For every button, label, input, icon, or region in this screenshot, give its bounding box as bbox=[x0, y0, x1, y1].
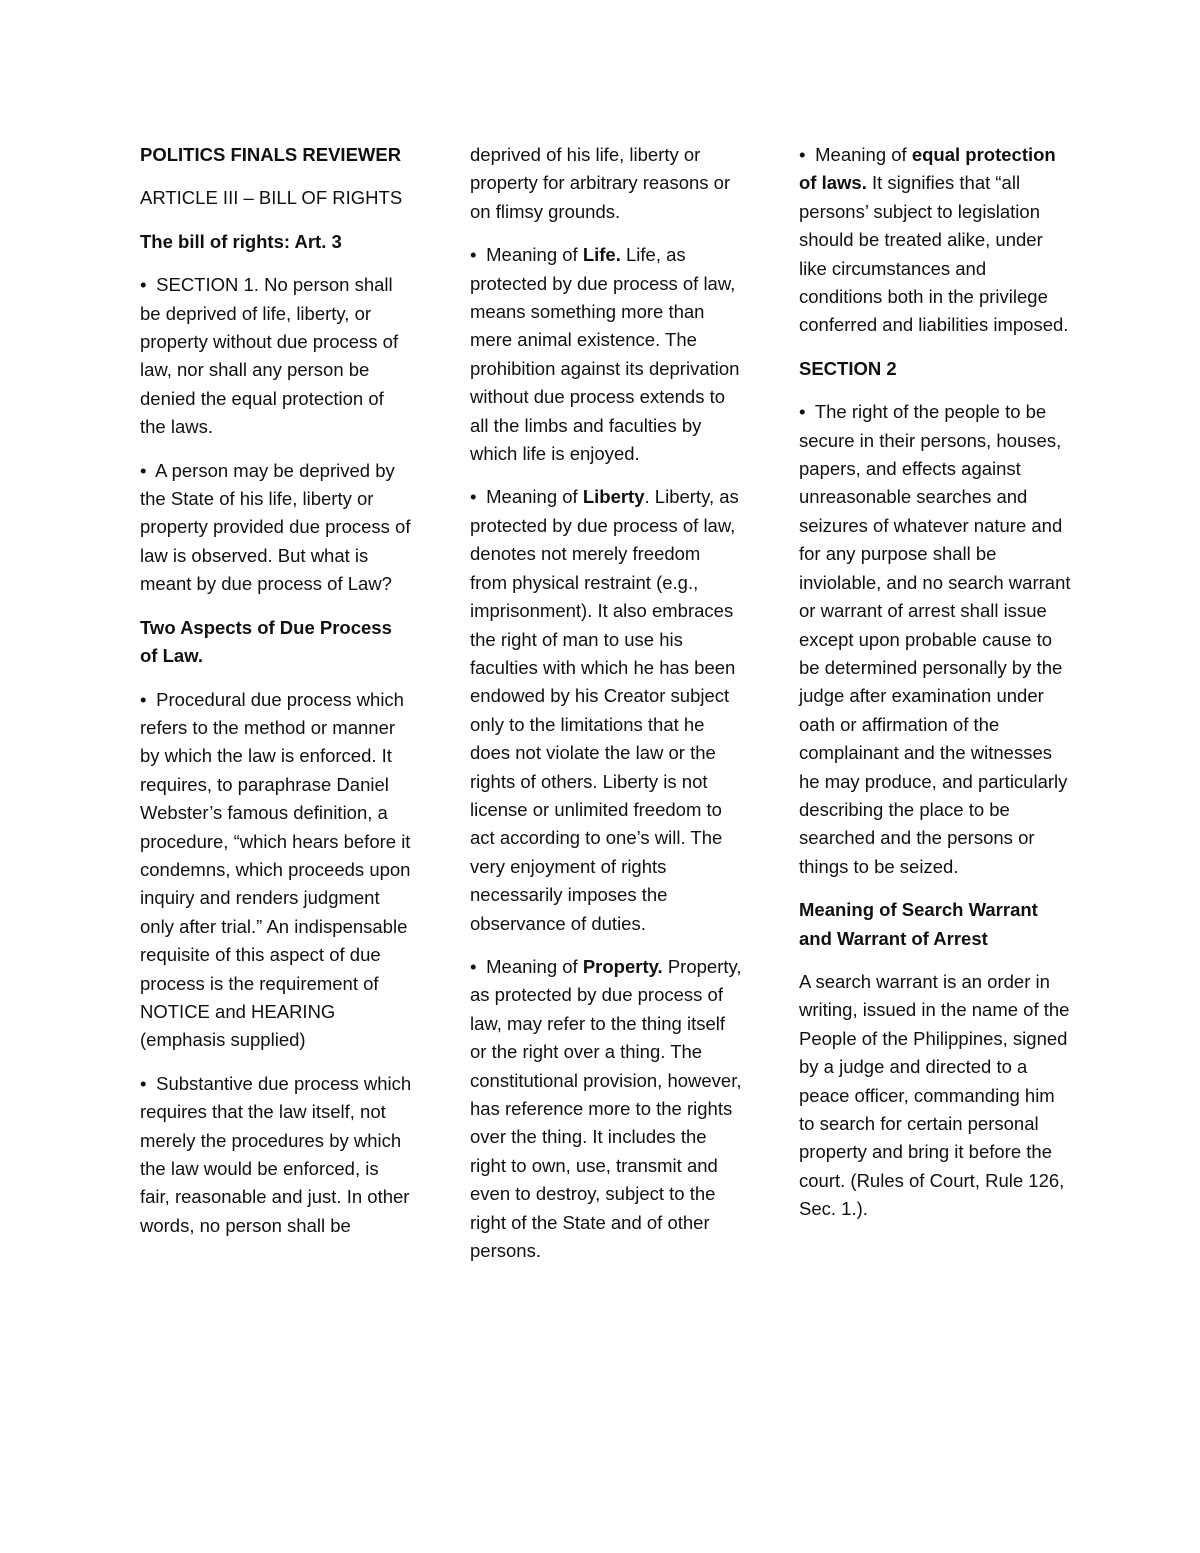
search-warrant-paragraph: A search warrant is an order in writing, issued in the name of the People of the Philippines, signed by a judge and directed to a peace officer, commanding him to search for certain personal property and bring it before the court. (Rules of Court, Rule 126, Sec. 1.). bbox=[799, 970, 1070, 1220]
column-1 bbox=[140, 141, 412, 1255]
substantive-paragraph: • Substantive due process which requires that the law itself, not merely the procedures by which the law would be enforced, is fair, reasonable and just. In other words, no person shall be bbox=[140, 1070, 412, 1240]
continued-paragraph: deprived of his life, liberty or property for arbitrary reasons or on flimsy grounds. bbox=[470, 144, 731, 222]
life-paragraph: • Meaning of Life. Life, as protected by due process of law, means something more than mere animal existence. The prohibition against its deprivation without due process extends to all the limbs and faculties by which life is enjoyed. bbox=[470, 241, 742, 468]
bill-of-rights-heading: The bill of rights: Art. 3 bbox=[140, 230, 342, 252]
bullet-icon: • bbox=[470, 244, 477, 266]
search-warrant-heading: Meaning of Search Warrant and Warrant of Arrest bbox=[799, 899, 1038, 949]
section-1-paragraph: • SECTION 1. No person shall be deprived of life, liberty, or property without due process of law, nor shall any person be denied the equal protection of the laws. bbox=[140, 271, 412, 441]
bullet-icon: • bbox=[470, 955, 477, 977]
document-title: POLITICS FINALS REVIEWER bbox=[140, 144, 402, 165]
bullet-icon: • bbox=[799, 144, 806, 165]
bullet-icon: • bbox=[799, 401, 806, 423]
section-2-heading: SECTION 2 bbox=[799, 357, 897, 379]
bullet-icon: • bbox=[140, 688, 147, 710]
procedural-paragraph: • Procedural due process which refers to the method or manner by which the law is enforced. It requires, to paraphrase Daniel Webster’s famous definition, a procedure, “which hears before it condemns, which proceeds upon inquiry and renders judgment only after trial.” An indispensable requisite of this aspect of due process is the requirement of NOTICE and HEARING (emphasis supplied) bbox=[140, 686, 412, 1055]
liberty-paragraph: • Meaning of Liberty. Liberty, as protected by due process of law, denotes not merely freedom from physical restraint (e.g., imprisonment). It also embraces the right of man to use his faculties with which he has been endowed by his Creator subject only to the limitations that he does not violate the law or the rights of others. Liberty is not license or unlimited freedom to act according to one’s will. The very enjoyment of rights necessarily imposes the observance of duties. bbox=[470, 483, 742, 938]
bullet-icon: • bbox=[470, 486, 477, 508]
bullet-icon: • bbox=[140, 1072, 147, 1094]
article-heading: ARTICLE III – BILL OF RIGHTS bbox=[140, 187, 403, 209]
bullet-icon: • bbox=[140, 274, 147, 296]
bullet-icon: • bbox=[140, 459, 147, 481]
section-2-paragraph: • The right of the people to be secure in their persons, houses, papers, and effects against unreasonable searches and seizures of whatever nature and for any purpose shall be inviolable, and no search warrant or warrant of arrest shall issue except upon probable cause to be determined personally by the judge after examination under oath or affirmation of the complainant and the witnesses he may produce, and particularly describing the place to be searched and the persons or things to be seized. bbox=[799, 398, 1071, 881]
column-2 bbox=[470, 141, 742, 1280]
equal-protection-paragraph: • Meaning of equal protection of laws. It signifies that “all persons’ subject to legislation should be treated alike, under like circumstances and conditions both in the privilege conferred and liabilities imposed. bbox=[799, 141, 1071, 340]
property-paragraph: • Meaning of Property. Property, as protected by due process of law, may refer to the thing itself or the right over a thing. The constitutional provision, however, has reference more to the rights over the thing. It includes the right to own, use, transmit and even to destroy, subject to the right of the State and of other persons. bbox=[470, 953, 742, 1265]
aspects-heading: Two Aspects of Due Process of Law. bbox=[140, 616, 392, 667]
column-3 bbox=[799, 141, 1071, 1239]
deprived-paragraph: • A person may be deprived by the State of his life, liberty or property provided due process of law is observed. But what is meant by due process of Law? bbox=[140, 457, 412, 599]
